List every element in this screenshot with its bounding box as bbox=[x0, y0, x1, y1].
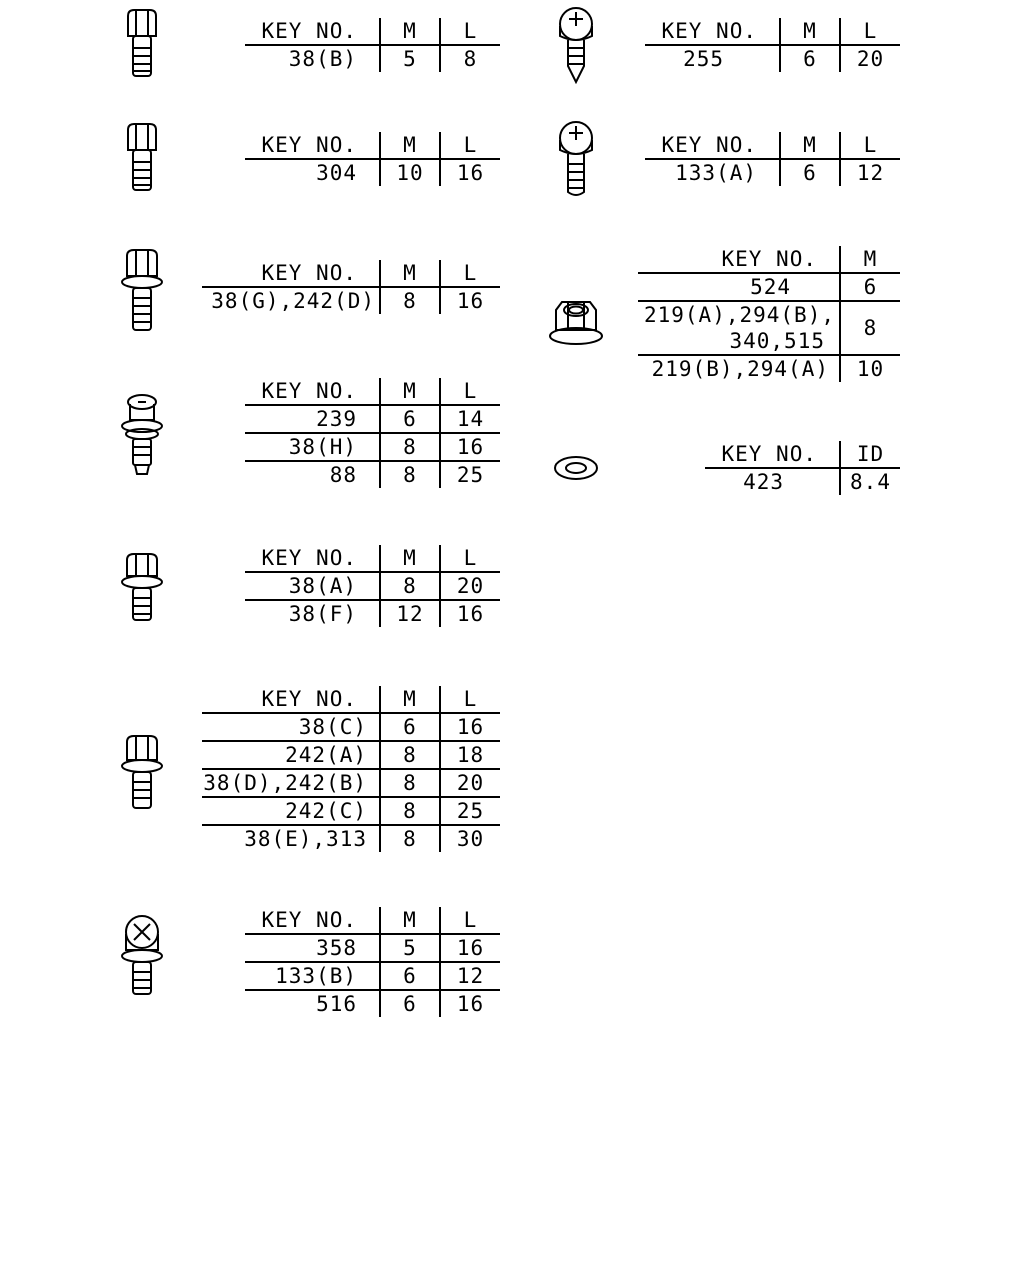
key-no-cell: 304 bbox=[316, 160, 357, 185]
table-row bbox=[645, 45, 900, 72]
m-cell: 6 bbox=[380, 990, 440, 1017]
m-header: M bbox=[840, 246, 900, 273]
m-cell: 8 bbox=[380, 797, 440, 825]
fastener-table bbox=[245, 132, 500, 186]
m-cell: 8 bbox=[380, 572, 440, 600]
key-no-header: KEY NO. bbox=[705, 441, 840, 468]
m-header: M bbox=[380, 907, 440, 934]
l-header: L bbox=[440, 378, 500, 405]
table-row bbox=[645, 159, 900, 186]
cross-head-bolt-icon bbox=[118, 912, 166, 998]
table-row bbox=[202, 287, 500, 314]
washer-bolt-icon bbox=[118, 392, 166, 478]
l-cell: 14 bbox=[440, 405, 500, 433]
m-header: M bbox=[780, 18, 840, 45]
key-no-header: KEY NO. bbox=[645, 18, 780, 45]
m-cell: 8 bbox=[380, 741, 440, 769]
table-row bbox=[245, 461, 500, 488]
table-row bbox=[245, 405, 500, 433]
m-cell: 8 bbox=[380, 461, 440, 488]
m-cell: 6 bbox=[840, 273, 900, 301]
l-cell: 16 bbox=[440, 990, 500, 1017]
key-no-header: KEY NO. bbox=[202, 260, 380, 287]
table-row bbox=[202, 713, 500, 741]
table-row bbox=[202, 769, 500, 797]
key-no-cell: 38(A) bbox=[245, 572, 380, 600]
l-cell: 20 bbox=[440, 572, 500, 600]
key-no-cell: 88 bbox=[329, 462, 357, 487]
fastener-table bbox=[645, 18, 900, 72]
washer-icon bbox=[552, 452, 600, 484]
key-no-header: KEY NO. bbox=[638, 246, 840, 273]
l-cell: 25 bbox=[440, 797, 500, 825]
l-cell: 12 bbox=[840, 159, 900, 186]
key-no-line: 340,515 bbox=[729, 329, 825, 353]
m-cell: 6 bbox=[380, 962, 440, 990]
table-row bbox=[245, 45, 500, 72]
m-cell: 8 bbox=[380, 769, 440, 797]
m-header: M bbox=[380, 18, 440, 45]
key-no-header: KEY NO. bbox=[202, 686, 380, 713]
table-row bbox=[202, 797, 500, 825]
m-header: M bbox=[380, 260, 440, 287]
l-header: L bbox=[440, 545, 500, 572]
hex-bolt-icon bbox=[120, 120, 164, 192]
key-no-cell bbox=[638, 301, 840, 355]
l-header: L bbox=[440, 686, 500, 713]
l-cell: 16 bbox=[440, 600, 500, 627]
key-no-cell: 38(H) bbox=[245, 433, 380, 461]
m-header: M bbox=[780, 132, 840, 159]
m-cell: 6 bbox=[380, 713, 440, 741]
l-cell: 18 bbox=[440, 741, 500, 769]
fastener-table bbox=[245, 545, 500, 627]
key-no-cell: 358 bbox=[245, 934, 380, 962]
m-cell: 10 bbox=[840, 355, 900, 382]
key-no-cell: 524 bbox=[638, 273, 840, 301]
m-cell: 6 bbox=[380, 405, 440, 433]
l-header: L bbox=[440, 907, 500, 934]
key-no-cell: 242(C) bbox=[202, 797, 380, 825]
key-no-header: KEY NO. bbox=[245, 378, 380, 405]
l-cell: 20 bbox=[840, 45, 900, 72]
l-header: L bbox=[840, 18, 900, 45]
table-row bbox=[245, 572, 500, 600]
l-cell: 30 bbox=[440, 825, 500, 852]
table-row bbox=[638, 355, 900, 382]
id-header: ID bbox=[840, 441, 900, 468]
fastener-table bbox=[202, 260, 500, 314]
key-no-line: 219(A),294(B), bbox=[643, 303, 835, 327]
key-no-cell: 38(F) bbox=[288, 601, 357, 626]
l-cell: 20 bbox=[440, 769, 500, 797]
fastener-table bbox=[245, 18, 500, 72]
m-header: M bbox=[380, 545, 440, 572]
table-row bbox=[202, 741, 500, 769]
key-no-cell: 38(G),242(D) bbox=[211, 288, 375, 313]
m-cell: 8 bbox=[840, 301, 900, 355]
m-header: M bbox=[380, 378, 440, 405]
key-no-cell: 133(A) bbox=[675, 160, 757, 185]
l-cell: 16 bbox=[440, 713, 500, 741]
l-header: L bbox=[440, 18, 500, 45]
table-row bbox=[245, 990, 500, 1017]
m-cell: 8 bbox=[380, 825, 440, 852]
key-no-cell: 38(C) bbox=[202, 713, 380, 741]
key-no-cell: 242(A) bbox=[202, 741, 380, 769]
fastener-table bbox=[245, 907, 500, 1017]
m-cell: 10 bbox=[380, 159, 440, 186]
key-no-header: KEY NO. bbox=[245, 18, 380, 45]
m-cell: 5 bbox=[380, 934, 440, 962]
key-no-header: KEY NO. bbox=[645, 132, 780, 159]
table-row bbox=[245, 962, 500, 990]
fastener-table bbox=[705, 441, 900, 495]
key-no-cell: 38(D),242(B) bbox=[202, 769, 380, 797]
table-row bbox=[245, 433, 500, 461]
m-header: M bbox=[380, 686, 440, 713]
hex-bolt-icon bbox=[120, 6, 164, 78]
table-row bbox=[705, 468, 900, 495]
l-header: L bbox=[840, 132, 900, 159]
key-no-cell: 133(B) bbox=[245, 962, 380, 990]
m-cell: 8 bbox=[380, 433, 440, 461]
key-no-cell: 38(E),313 bbox=[244, 826, 367, 851]
flange-bolt-icon bbox=[118, 244, 166, 334]
key-no-cell: 423 bbox=[743, 469, 784, 494]
m-cell: 6 bbox=[780, 45, 840, 72]
id-cell: 8.4 bbox=[840, 468, 900, 495]
table-row bbox=[638, 301, 900, 355]
flange-bolt-icon bbox=[118, 550, 166, 624]
phillips-tapping-screw-icon bbox=[552, 4, 600, 84]
m-cell: 5 bbox=[380, 45, 440, 72]
l-header: L bbox=[440, 132, 500, 159]
l-cell: 25 bbox=[440, 461, 500, 488]
table-row bbox=[202, 825, 500, 852]
key-no-cell: 255 bbox=[683, 46, 724, 71]
l-cell: 8 bbox=[440, 45, 500, 72]
fastener-table bbox=[638, 246, 900, 382]
key-no-header: KEY NO. bbox=[245, 132, 380, 159]
table-row bbox=[245, 600, 500, 627]
m-header: M bbox=[380, 132, 440, 159]
l-cell: 16 bbox=[440, 159, 500, 186]
key-no-cell: 219(B),294(A) bbox=[651, 356, 829, 381]
table-row bbox=[245, 934, 500, 962]
fastener-table bbox=[645, 132, 900, 186]
phillips-tapping-screw-icon bbox=[552, 118, 600, 200]
table-row bbox=[245, 159, 500, 186]
fastener-table bbox=[245, 378, 500, 488]
l-cell: 16 bbox=[440, 433, 500, 461]
l-cell: 16 bbox=[440, 934, 500, 962]
key-no-header: KEY NO. bbox=[245, 907, 380, 934]
key-no-cell: 38(B) bbox=[288, 46, 357, 71]
flange-nut-icon bbox=[548, 296, 604, 350]
key-no-cell: 239 bbox=[245, 405, 380, 433]
m-cell: 12 bbox=[380, 600, 440, 627]
l-cell: 12 bbox=[440, 962, 500, 990]
fastener-table bbox=[202, 686, 500, 852]
key-no-cell: 516 bbox=[316, 991, 357, 1016]
flange-bolt-icon bbox=[118, 732, 166, 812]
table-row bbox=[638, 273, 900, 301]
l-header: L bbox=[440, 260, 500, 287]
key-no-header: KEY NO. bbox=[245, 545, 380, 572]
m-cell: 8 bbox=[380, 287, 440, 314]
l-cell: 16 bbox=[440, 287, 500, 314]
m-cell: 6 bbox=[780, 159, 840, 186]
